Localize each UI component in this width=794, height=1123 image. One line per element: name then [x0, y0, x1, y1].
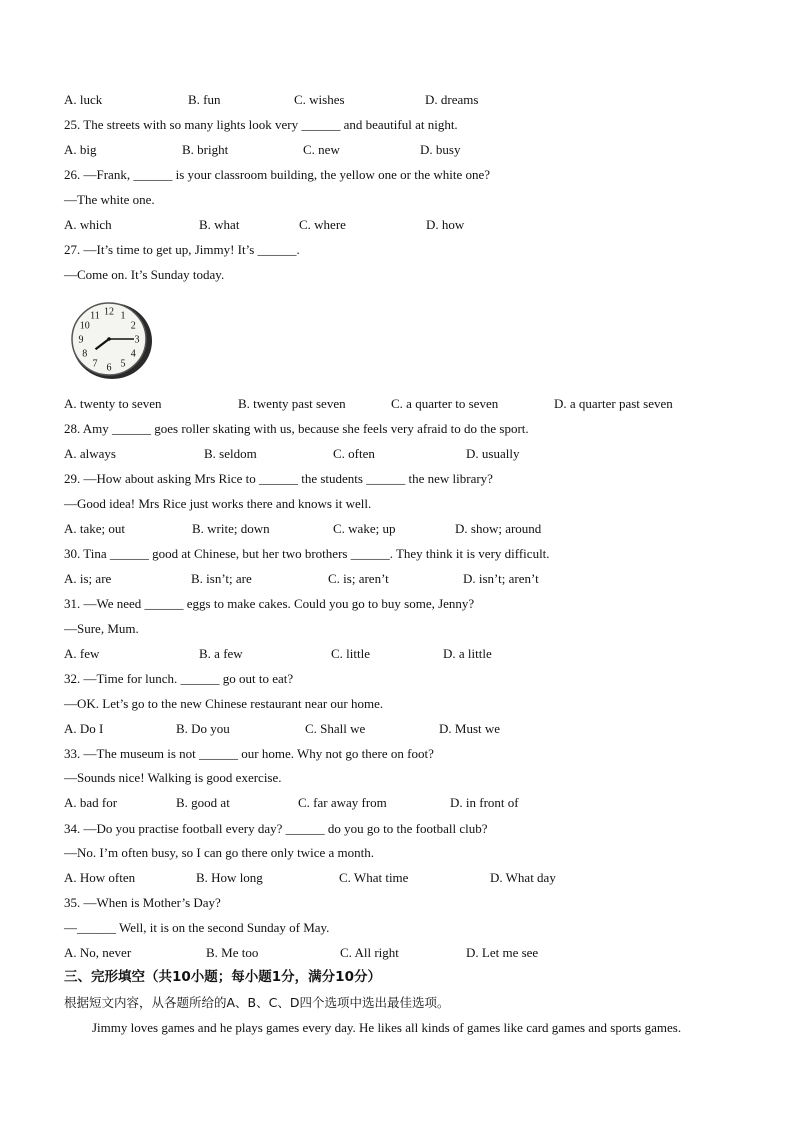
- clock-image: [66, 296, 156, 382]
- question-line: —No. I’m often busy, so I can go there only twice a month.: [64, 845, 375, 860]
- question-line: 26. —Frank, ______ is your classroom building, the yellow one or the white one?: [64, 167, 491, 182]
- question-line: 25. The streets with so many lights look very ______ and beautiful at night.: [64, 117, 458, 132]
- answer-option: C. All right: [340, 945, 399, 960]
- clock-numeral: 3: [134, 334, 140, 346]
- answer-option: C. little: [331, 646, 370, 661]
- answer-option: D. how: [426, 217, 465, 232]
- clock-numeral: 6: [106, 362, 112, 374]
- clock-numeral: 1: [120, 310, 126, 322]
- clock-numeral: 2: [130, 320, 136, 332]
- answer-option: A. Do I: [64, 721, 104, 736]
- answer-option: C. often: [333, 446, 375, 461]
- answer-option: A. few: [64, 646, 100, 661]
- answer-option: D. show; around: [455, 521, 542, 536]
- answer-option: B. isn’t; are: [191, 571, 252, 586]
- question-line: —Come on. It’s Sunday today.: [64, 267, 225, 282]
- answer-options: [0, 217, 794, 233]
- answer-option: C. where: [299, 217, 346, 232]
- clock-numeral: 4: [130, 348, 136, 360]
- answer-option: A. No, never: [64, 945, 132, 960]
- question-line: —Sure, Mum.: [64, 621, 139, 636]
- answer-option: A. How often: [64, 870, 136, 885]
- answer-options: [0, 446, 794, 462]
- question-line: 34. —Do you practise football every day? ______ do you go to the football club?: [64, 821, 488, 836]
- answer-option: C. wake; up: [333, 521, 396, 536]
- clock-numeral: 9: [78, 334, 84, 346]
- clock-numeral: 10: [79, 320, 90, 332]
- answer-option: C. new: [303, 142, 340, 157]
- answer-option: D. a little: [443, 646, 492, 661]
- answer-option: B. Do you: [176, 721, 230, 736]
- clock-numeral: 5: [120, 358, 126, 370]
- answer-option: B. good at: [176, 795, 230, 810]
- answer-option: C. Shall we: [305, 721, 366, 736]
- answer-options: [0, 396, 794, 412]
- answer-option: C. a quarter to seven: [391, 396, 499, 411]
- answer-option: A. luck: [64, 92, 103, 107]
- answer-option: B. fun: [188, 92, 221, 107]
- answer-option: A. bad for: [64, 795, 118, 810]
- answer-option: C. What time: [339, 870, 409, 885]
- question-line: —The white one.: [64, 192, 155, 207]
- answer-option: B. How long: [196, 870, 263, 885]
- passage-text: Jimmy loves games and he plays games every day. He likes all kinds of games like card games and sports games.: [92, 1020, 682, 1035]
- answer-options: [0, 646, 794, 662]
- answer-option: C. is; aren’t: [328, 571, 389, 586]
- answer-option: B. twenty past seven: [238, 396, 346, 411]
- question-line: 33. —The museum is not ______ our home. Why not go there on foot?: [64, 746, 434, 761]
- answer-option: D. What day: [490, 870, 556, 885]
- question-line: 30. Tina ______ good at Chinese, but her two brothers ______. They think it is very difficult.: [64, 546, 550, 561]
- question-line: 29. —How about asking Mrs Rice to ______ the students ______ the new library?: [64, 471, 493, 486]
- answer-options: [0, 870, 794, 886]
- question-line: —Good idea! Mrs Rice just works there and knows it well.: [64, 496, 372, 511]
- question-line: 32. —Time for lunch. ______ go out to eat?: [64, 671, 294, 686]
- answer-option: B. write; down: [192, 521, 270, 536]
- question-line: 31. —We need ______ eggs to make cakes. Could you go to buy some, Jenny?: [64, 596, 475, 611]
- question-line: —______ Well, it is on the second Sunday of May.: [64, 920, 330, 935]
- clock-numeral: 7: [92, 358, 98, 370]
- answer-option: D. in front of: [450, 795, 519, 810]
- answer-option: A. big: [64, 142, 97, 157]
- answer-option: B. Me too: [206, 945, 259, 960]
- answer-options: [0, 721, 794, 737]
- answer-option: D. Must we: [439, 721, 501, 736]
- clock-numeral: 11: [90, 310, 100, 322]
- clock-center: [107, 337, 111, 341]
- answer-option: A. twenty to seven: [64, 396, 162, 411]
- clock-numeral: 12: [104, 306, 114, 318]
- question-line: —OK. Let’s go to the new Chinese restaurant near our home.: [64, 696, 384, 711]
- answer-option: D. busy: [420, 142, 461, 157]
- question-line: 27. —It’s time to get up, Jimmy! It’s ______.: [64, 242, 300, 257]
- answer-options: [0, 571, 794, 587]
- answer-option: D. a quarter past seven: [554, 396, 673, 411]
- answer-option: A. take; out: [64, 521, 126, 536]
- clock-numeral: 8: [82, 348, 88, 360]
- answer-option: D. isn’t; aren’t: [463, 571, 539, 586]
- answer-option: B. a few: [199, 646, 243, 661]
- answer-option: B. bright: [182, 142, 229, 157]
- answer-option: D. dreams: [425, 92, 479, 107]
- question-line: —Sounds nice! Walking is good exercise.: [64, 770, 282, 785]
- answer-option: C. far away from: [298, 795, 387, 810]
- answer-option: D. usually: [466, 446, 520, 461]
- section-instruction: 根据短文内容，从各题所给的A、B、C、D四个选项中选出最佳选项。: [64, 995, 450, 1010]
- answer-options: [0, 521, 794, 537]
- answer-options: [0, 142, 794, 158]
- answer-option: B. what: [199, 217, 240, 232]
- answer-options: [0, 795, 794, 811]
- question-line: 28. Amy ______ goes roller skating with us, because she feels very afraid to do the sport.: [64, 421, 529, 436]
- answer-option: D. Let me see: [466, 945, 539, 960]
- section-title: 三、完形填空（共10小题；每小题1分，满分10分）: [64, 969, 381, 985]
- answer-option: B. seldom: [204, 446, 257, 461]
- answer-option: A. is; are: [64, 571, 112, 586]
- answer-option: A. always: [64, 446, 116, 461]
- answer-option: A. which: [64, 217, 112, 232]
- question-line: 35. —When is Mother’s Day?: [64, 895, 221, 910]
- answer-options: [0, 92, 794, 108]
- answer-options: [0, 945, 794, 961]
- answer-option: C. wishes: [294, 92, 345, 107]
